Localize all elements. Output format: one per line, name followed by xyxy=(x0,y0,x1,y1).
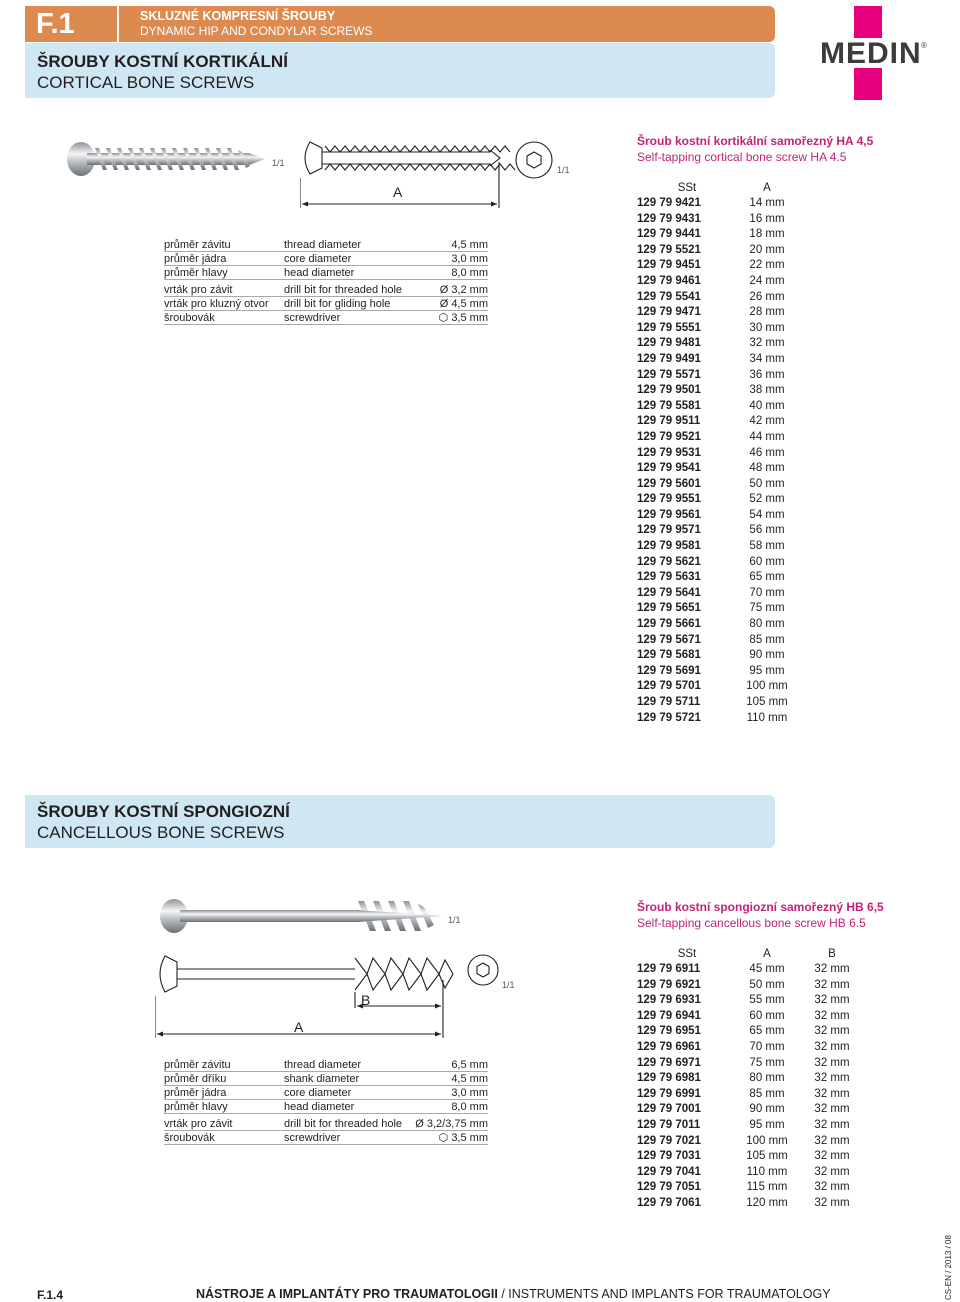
cortical-screw-photo xyxy=(65,138,270,180)
table-row: 129 79 9491 34 mm xyxy=(637,352,785,365)
section-title-cz: ŠROUBY KOSTNÍ KORTIKÁLNÍ xyxy=(37,52,288,71)
table-row: 129 79 5701 100 mm xyxy=(637,680,788,693)
chapter-title-cz: SKLUZNÉ KOMPRESNÍ ŠROUBY xyxy=(140,9,336,23)
table-row: 129 79 9441 18 mm xyxy=(637,228,785,241)
table-row: 129 79 6931 55 mm 32 mm xyxy=(637,994,850,1007)
spec-row: průměr hlavy head diameter 8,0 mm xyxy=(164,267,488,279)
table-header: SSt A B xyxy=(677,948,836,960)
section2-title-en: CANCELLOUS BONE SCREWS xyxy=(37,823,285,842)
header-divider xyxy=(117,6,119,42)
table-row: 129 79 5691 95 mm xyxy=(637,664,785,677)
spec-row: šroubovák screwdriver ⬡ 3,5 mm xyxy=(164,312,488,324)
scale-label: 1/1 xyxy=(272,158,285,168)
cancellous-screw-photo xyxy=(158,895,448,937)
scale-label: 1/1 xyxy=(557,165,570,175)
page-code: F.1.4 xyxy=(37,1288,64,1302)
dimension-a-label: A xyxy=(393,184,403,200)
cancellous-product-table xyxy=(637,946,867,1212)
svg-text:®: ® xyxy=(921,41,927,50)
cortical-product-table xyxy=(637,180,797,726)
table-row: 129 79 9471 28 mm xyxy=(637,306,785,319)
spec-row: průměr hlavy head diameter 8,0 mm xyxy=(164,1101,488,1113)
section-title-en: CORTICAL BONE SCREWS xyxy=(37,73,255,92)
table-row: 129 79 7031 105 mm 32 mm xyxy=(637,1150,850,1163)
dimension-a-label: A xyxy=(294,1019,304,1035)
table-row: 129 79 5621 60 mm xyxy=(637,555,785,568)
table-row: 129 79 5571 36 mm xyxy=(637,368,785,381)
spec-row: průměr závitu thread diameter 4,5 mm xyxy=(164,239,488,251)
table-row: 129 79 5521 20 mm xyxy=(637,243,785,256)
table-row: 129 79 6941 60 mm 32 mm xyxy=(637,1009,850,1022)
table-row: 129 79 9581 58 mm xyxy=(637,540,785,553)
table-row: 129 79 5661 80 mm xyxy=(637,618,785,631)
cortical-spec-table xyxy=(164,238,488,325)
table-row: 129 79 9481 32 mm xyxy=(637,337,785,350)
table-row: 129 79 5681 90 mm xyxy=(637,649,785,662)
table-row: 129 79 6921 50 mm 32 mm xyxy=(637,978,850,991)
section2-title-cz: ŠROUBY KOSTNÍ SPONGIOZNÍ xyxy=(37,802,290,821)
table-row: 129 79 9451 22 mm xyxy=(637,259,785,272)
table-row: 129 79 9521 44 mm xyxy=(637,430,785,443)
table-row: 129 79 6991 85 mm 32 mm xyxy=(637,1087,850,1100)
table-row: 129 79 5581 40 mm xyxy=(637,399,785,412)
table-row: 129 79 6951 65 mm 32 mm xyxy=(637,1025,850,1038)
cancellous-spec-table xyxy=(164,1058,488,1145)
chapter-code: F.1 xyxy=(36,8,75,40)
table-row: 129 79 9511 42 mm xyxy=(637,415,785,428)
spec-row: vrták pro kluzný otvor drill bit for gliding hole Ø 4,5 mm xyxy=(164,298,488,310)
product-subtitle-cancellous: Self-tapping cancellous bone screw HB 6.5 xyxy=(637,916,866,930)
table-row: 129 79 9541 48 mm xyxy=(637,462,785,475)
spec-row: průměr dříku shank diameter 4,5 mm xyxy=(164,1073,488,1085)
table-row: 129 79 9461 24 mm xyxy=(637,274,785,287)
table-row: 129 79 9551 52 mm xyxy=(637,493,785,506)
table-header: SSt A xyxy=(677,182,771,194)
table-row: 129 79 6971 75 mm 32 mm xyxy=(637,1056,850,1069)
table-row: 129 79 9571 56 mm xyxy=(637,524,785,537)
svg-text:MEDIN: MEDIN xyxy=(820,37,922,70)
table-row: 129 79 5721 110 mm xyxy=(637,711,788,724)
screw-head-hex-view xyxy=(514,140,554,180)
table-row: 129 79 5651 75 mm xyxy=(637,602,785,615)
table-row: 129 79 9421 14 mm xyxy=(637,197,785,209)
footer-title: NÁSTROJE A IMPLANTÁTY PRO TRAUMATOLOGII / INSTRUMENTS AND IMPLANTS FOR TRAUMATOLOGY xyxy=(196,1287,831,1301)
header-bar xyxy=(25,6,775,42)
product-subtitle-cortical: Self-tapping cortical bone screw HA 4.5 xyxy=(637,150,847,164)
table-row: 129 79 5601 50 mm xyxy=(637,477,785,490)
table-row: 129 79 5671 85 mm xyxy=(637,633,785,646)
spec-row: vrták pro závit drill bit for threaded hole Ø 3,2 mm xyxy=(164,284,488,296)
spec-row: šroubovák screwdriver ⬡ 3,5 mm xyxy=(164,1132,488,1144)
table-row: 129 79 9431 16 mm xyxy=(637,212,785,225)
scale-label: 1/1 xyxy=(502,980,515,990)
table-row: 129 79 6911 45 mm 32 mm xyxy=(637,963,850,975)
cancellous-screw-drawing xyxy=(155,950,500,1040)
table-row: 129 79 9501 38 mm xyxy=(637,384,785,397)
medin-logo xyxy=(820,6,930,100)
product-title-cortical: Šroub kostní kortikální samořezný HA 4,5 xyxy=(637,134,874,148)
table-row: 129 79 9531 46 mm xyxy=(637,446,785,459)
spec-row: průměr jádra core diameter 3,0 mm xyxy=(164,253,488,265)
table-row: 129 79 7051 115 mm 32 mm xyxy=(637,1181,850,1194)
scale-label: 1/1 xyxy=(448,915,461,925)
table-row: 129 79 7041 110 mm 32 mm xyxy=(637,1165,850,1178)
spec-row: vrták pro závit drill bit for threaded hole Ø 3,2/3,75 mm xyxy=(164,1118,488,1130)
table-row: 129 79 7011 95 mm 32 mm xyxy=(637,1118,850,1131)
table-row: 129 79 5641 70 mm xyxy=(637,586,785,599)
cortical-screw-drawing xyxy=(300,130,550,210)
table-row: 129 79 6981 80 mm 32 mm xyxy=(637,1072,850,1085)
table-row: 129 79 5541 26 mm xyxy=(637,290,785,303)
spec-row: průměr závitu thread diameter 6,5 mm xyxy=(164,1059,488,1071)
table-row: 129 79 7061 120 mm 32 mm xyxy=(637,1196,850,1209)
product-title-cancellous: Šroub kostní spongiozní samořezný HB 6,5 xyxy=(637,900,884,914)
table-row: 129 79 5631 65 mm xyxy=(637,571,785,584)
table-row: 129 79 5551 30 mm xyxy=(637,321,785,334)
chapter-title-en: DYNAMIC HIP AND CONDYLAR SCREWS xyxy=(140,24,373,38)
table-row: 129 79 7021 100 mm 32 mm xyxy=(637,1134,850,1147)
table-row: 129 79 5711 105 mm xyxy=(637,696,788,708)
dimension-b-label: B xyxy=(361,992,371,1008)
document-code: CS-EN / 2013 / 08 xyxy=(944,1235,953,1300)
spec-row: průměr jádra core diameter 3,0 mm xyxy=(164,1087,488,1099)
table-row: 129 79 9561 54 mm xyxy=(637,508,785,521)
table-row: 129 79 7001 90 mm 32 mm xyxy=(637,1103,850,1116)
table-row: 129 79 6961 70 mm 32 mm xyxy=(637,1040,850,1053)
